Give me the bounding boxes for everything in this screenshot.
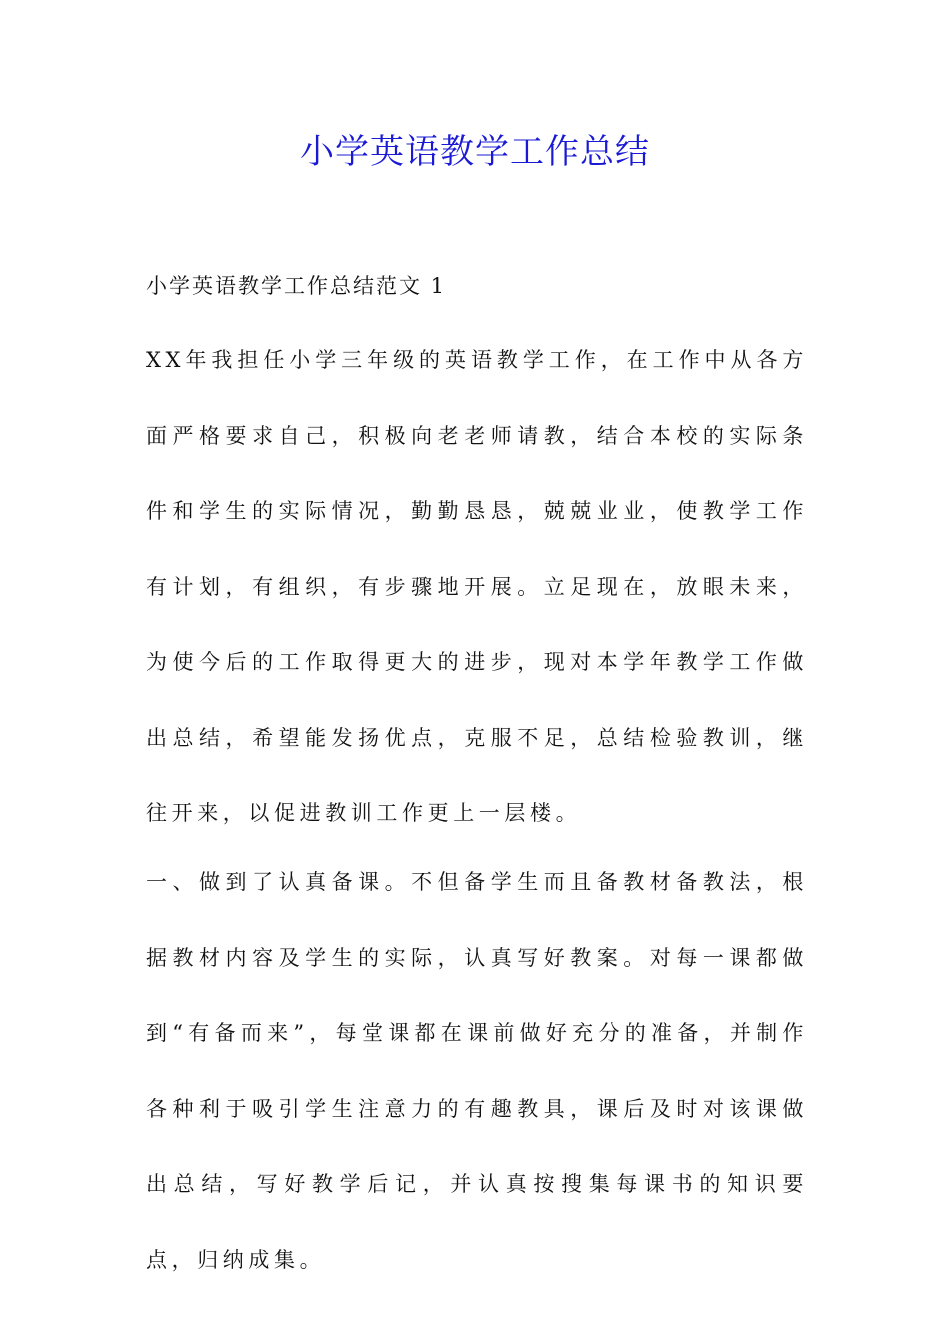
body-paragraph-1: XX年我担任小学三年级的英语教学工作，在工作中从各方面严格要求自己，积极向老老师请教，结合本校的实际条件和学生的实际情况，勤勤恳恳，兢兢业业，使教学工作有计划，有组织，有步骤地开展。立足现在，放眼未来，为使今后的工作取得更大的进步，现对本学年教学工作做出总结，希望能发扬优点，克服不足，总结检验教训，继往开来，以促进教训工作更上一层楼。 (146, 348, 808, 825)
section-subtitle: 小学英语教学工作总结范文 1 (146, 274, 447, 298)
body-paragraph-2: 一、做到了认真备课。不但备学生而且备教材备教法，根据教材内容及学生的实际，认真写好教案。对每一课都做到“有备而来”，每堂课都在课前做好充分的准备，并制作各种利于吸引学生注意力的有趣教具，课后及时对该课做出总结，写好教学后记，并认真按搜集每课书的知识要点，归纳成集。 (146, 870, 808, 1272)
document-title: 小学英语教学工作总结 (300, 132, 650, 172)
